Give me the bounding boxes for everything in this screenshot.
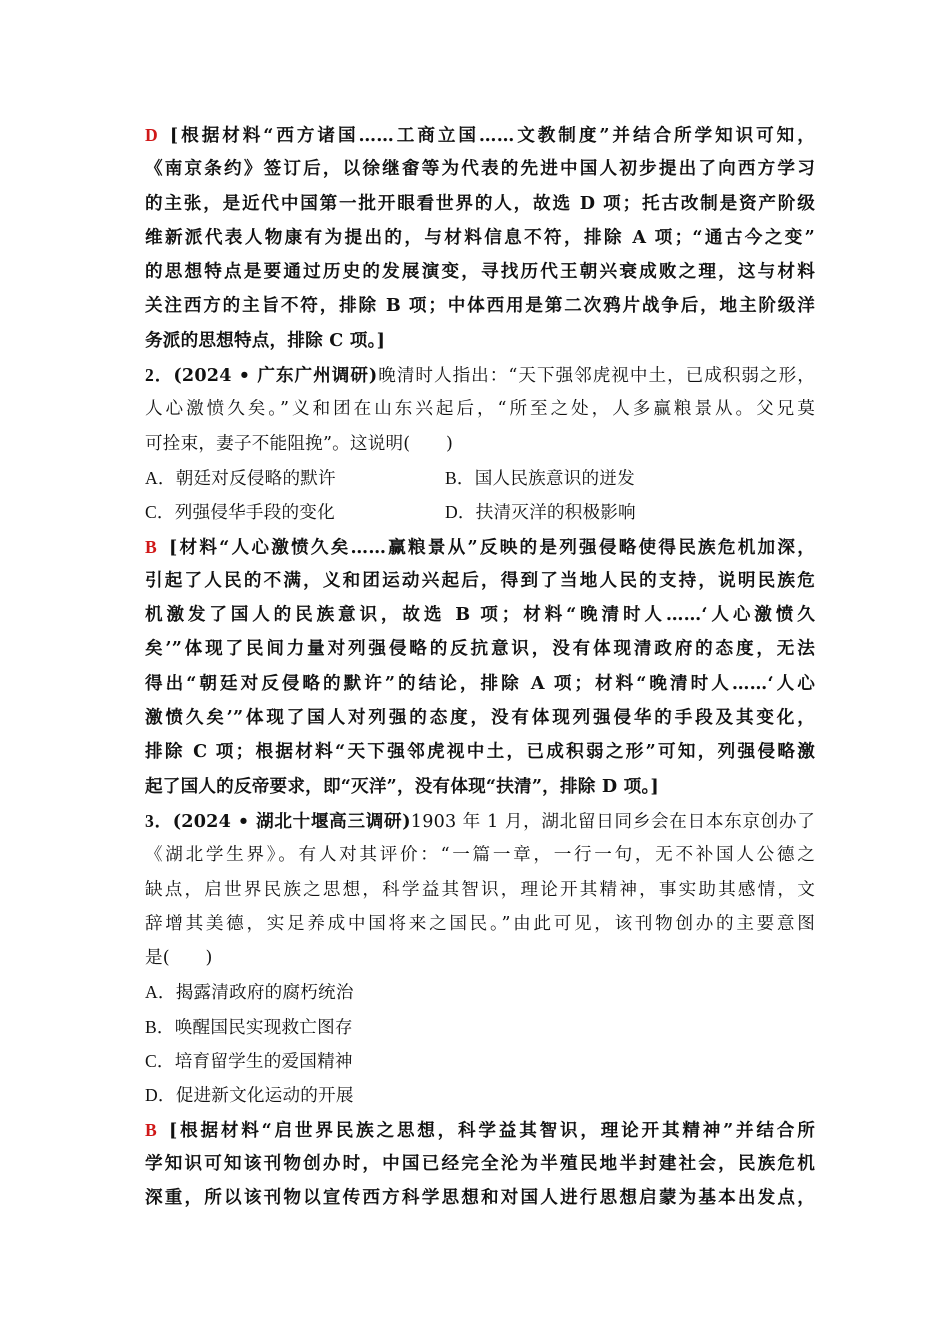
explanation-line: 深重，所以该刊物以宣传西方科学思想和对国人进行思想启蒙为基本出发点， [145,1187,815,1209]
question-stem-line: 2．(2024 • 广东广州调研)晚清时人指出：“天下强邻虎视中土，已成积弱之形， [145,365,815,387]
question-source: (2024 • 广东广州调研) [173,365,378,387]
explanation-line: 《南京条约》签订后，以徐继畬等为代表的先进中国人初步提出了向西方学习 [145,158,815,180]
answer-label: B [145,536,157,557]
question-stem-line: 人心激愤久矣。”义和团在山东兴起后，“所至之处，人多赢粮景从。父兄莫 [145,399,815,420]
option-a[interactable]: A．朝廷对反侵略的默许 [145,467,336,489]
question-number: 2． [145,365,174,386]
document-page [145,118,815,1216]
explanation-line: 的思想特点是要通过历史的发展演变，寻找历代王朝兴衰成败之理，这与材料 [145,261,815,283]
explanation-line: 引起了人民的不满，义和团运动兴起后，得到了当地人民的支持，说明民族危 [145,569,815,591]
explanation-line: 的主张，是近代中国第一批开眼看世界的人，故选 D 项；托古改制是资产阶级 [145,192,815,214]
explanation-line: 学知识可知该刊物创办时，中国已经完全沦为半殖民地半封建社会，民族危机 [145,1152,815,1174]
answer-explanation-3 [145,1113,815,1216]
option-b[interactable]: B．唤醒国民实现救亡图存 [145,1016,353,1038]
option-c[interactable]: C．培育留学生的爱国精神 [145,1051,353,1073]
option-c[interactable]: C．列强侵华手段的变化 [145,502,335,524]
explanation-line: 矣’”体现了民间力量对列强侵略的反抗意识，没有体现清政府的态度，无法 [145,638,815,660]
question-stem-line: 3．(2024 • 湖北十堰高三调研)1903 年 1 月，湖北留日同乡会在日本东京创办了 [145,810,815,832]
question-source: (2024 • 湖北十堰高三调研) [172,810,411,832]
question-2 [145,358,815,804]
option-row [145,461,815,495]
answer-explanation-1 [145,118,815,358]
explanation-line: 得出“朝廷对反侵略的默许”的结论，排除 A 项；材料“晚清时人……‘人心 [145,672,815,694]
explanation-line: 机激发了国人的民族意识，故选 B 项；材料“晚清时人……‘人心激愤久 [145,604,815,626]
explanation-line: B [材料“人心激愤久矣……赢粮景从”反映的是列强侵略使得民族危机加深， [145,536,815,558]
explanation-line: 起了国人的反帝要求，即“灭洋”，没有体现“扶清”，排除 D 项。] [145,775,659,797]
explanation-line: 务派的思想特点，排除 C 项。] [145,329,386,351]
explanation-line: B [根据材料“启世界民族之思想，科学益其智识，理论开其精神”并结合所 [145,1119,815,1141]
question-stem-line: 缺点，启世界民族之思想，科学益其智识，理论开其精神，事实助其感情，文 [145,879,815,900]
explanation-line: D [根据材料“西方诸国……工商立国……文教制度”并结合所学知识可知， [145,125,815,146]
question-stem-line: 辞增其美德，实足养成中国将来之国民。”由此可见，该刊物创办的主要意图 [145,913,815,934]
option-a[interactable]: A．揭露清政府的腐朽统治 [145,982,354,1004]
explanation-line: 关注西方的主旨不符，排除 B 项；中体西用是第二次鸦片战争后，地主阶级洋 [145,295,815,317]
option-b[interactable]: B．国人民族意识的迸发 [445,467,635,489]
explanation-line: 排除 C 项；根据材料“天下强邻虎视中土，已成积弱之形”可知，列强侵略激 [145,741,815,763]
question-stem-line: 《湖北学生界》。有人对其评价：“一篇一章，一行一句，无不补国人公德之 [145,845,815,866]
answer-label: B [145,1119,157,1140]
explanation-line: 激愤久矣’”体现了国人对列强的态度，没有体现列强侵华的手段及其变化， [145,707,815,729]
answer-label: D [145,125,158,145]
answer-explanation-2 [145,530,815,804]
question-number: 3． [145,810,173,831]
explanation-line: 维新派代表人物康有为提出的，与材料信息不符，排除 A 项；“通古今之变” [145,226,815,248]
question-stem-line: 可拴束，妻子不能阻挽”。这说明( ) [145,433,454,454]
option-d[interactable]: D．扶清灭洋的积极影响 [445,502,636,524]
option-d[interactable]: D．促进新文化运动的开展 [145,1085,354,1107]
question-stem-line: 是( ) [145,948,213,969]
question-3 [145,804,815,1216]
option-row [145,495,815,529]
